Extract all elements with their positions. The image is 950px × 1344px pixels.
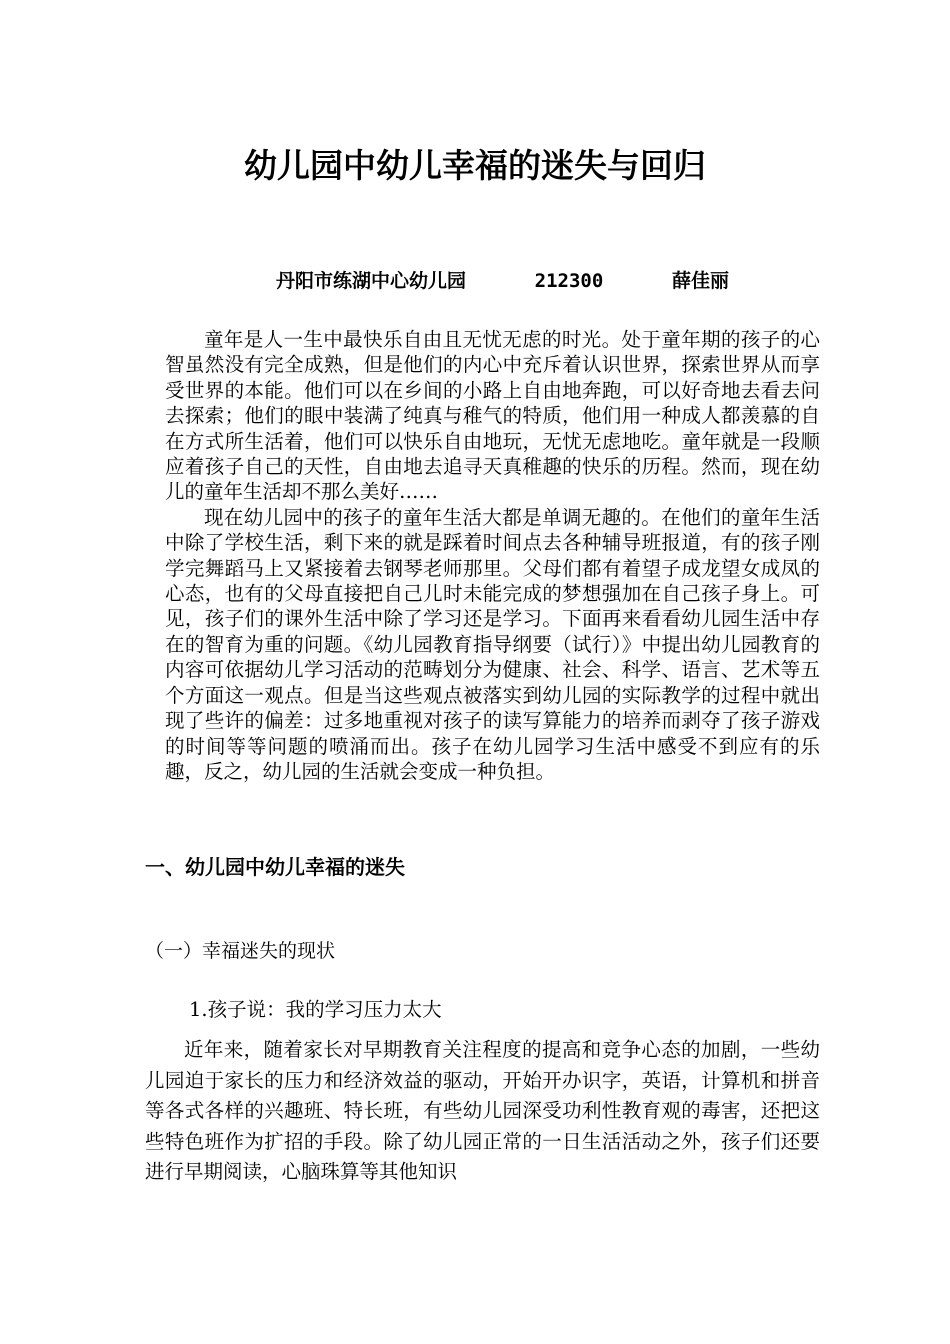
intro-paragraph-1: 童年是人一生中最快乐自由且无忧无虑的时光。处于童年期的孩子的心智虽然没有完全成熟，但是他们的内心中充斥着认识世界，探索世界从而享受世界的本能。他们可以在乡间的小路上自由地奔跑，可以好奇地去看去问去探索；他们的眼中装满了纯真与稚气的特质，他们用一种成人都羡慕的自在方式所生活着，他们可以快乐自由地玩，无忧无虑地吃。童年就是一段顺应着孩子自己的天性，自由地去追寻天真稚趣的快乐的历程。然而，现在幼儿的童年生活却不那么美好…… xyxy=(165,328,820,504)
byline-institution: 丹阳市练湖中心幼儿园 xyxy=(276,270,467,292)
body-paragraph: 近年来，随着家长对早期教育关注程度的提高和竞争心态的加剧，一些幼儿园迫于家长的压力和经济效益的驱动，开始开办识字，英语，计算机和拼音等各式各样的兴趣班、特长班，有些幼儿园深受功利性教育观的毒害，还把这些特色班作为扩招的手段。除了幼儿园正常的一日生活活动之外，孩子们还要进行早期阅读，心脑珠算等其他知识 xyxy=(145,1038,820,1183)
byline-postcode: 212300 xyxy=(534,270,604,292)
byline-author: 薛佳丽 xyxy=(671,270,729,292)
section-heading: 一、幼儿园中幼儿幸福的迷失 xyxy=(145,855,405,879)
document-title: 幼儿园中幼儿幸福的迷失与回归 xyxy=(244,146,706,185)
intro-block xyxy=(165,327,820,784)
subsection-heading: （一）幸福迷失的现状 xyxy=(145,940,336,962)
byline xyxy=(276,266,729,293)
body-block xyxy=(145,1035,820,1188)
point-heading: 1.孩子说：我的学习压力太大 xyxy=(189,998,442,1021)
intro-paragraph-2: 现在幼儿园中的孩子的童年生活大都是单调无趣的。在他们的童年生活中除了学校生活，剩下来的就是踩着时间点去各种辅导班报道，有的孩子刚学完舞蹈马上又紧接着去钢琴老师那里。父母们都有着望子成龙望女成凤的心态，也有的父母直接把自己儿时未能完成的梦想强加在自己孩子身上。可见，孩子们的课外生活中除了学习还是学习。下面再来看看幼儿园生活中存在的智育为重的问题。《幼儿园教育指导纲要（试行）》中提出幼儿园教育的内容可依据幼儿学习活动的范畴划分为健康、社会、科学、语言、艺术等五个方面这一观点。但是当这些观点被落实到幼儿园的实际教学的过程中就出现了些许的偏差：过多地重视对孩子的读写算能力的培养而剥夺了孩子游戏的时间等等问题的喷涌而出。孩子在幼儿园学习生活中感受不到应有的乐趣，反之，幼儿园的生活就会变成一种负担。 xyxy=(165,505,820,783)
